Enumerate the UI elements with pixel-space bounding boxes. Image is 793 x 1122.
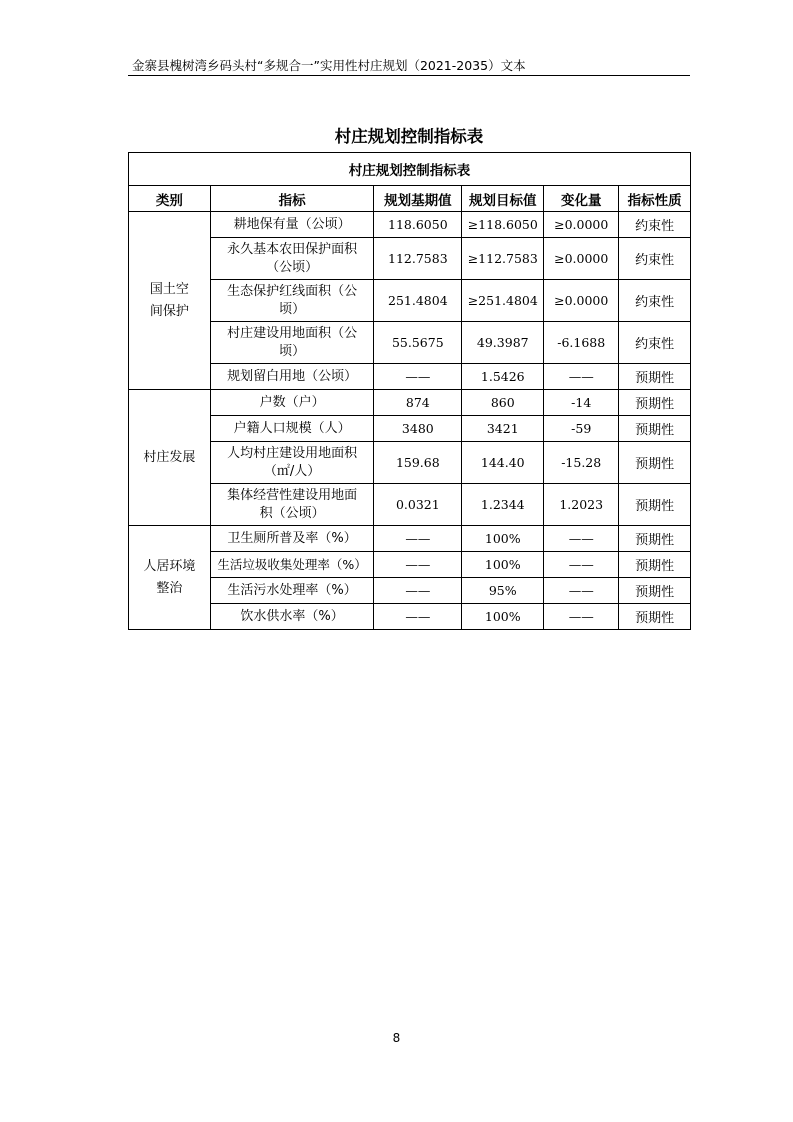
nature-cell: 预期性: [619, 526, 691, 552]
running-header: 金寨县槐树湾乡码头村“多规合一”实用性村庄规划（2021-2035）文本: [132, 58, 526, 73]
indicator-cell: 饮水供水率（%）: [210, 604, 374, 630]
change-cell: ——: [544, 578, 619, 604]
target-value-cell: ≥251.4804: [462, 280, 544, 322]
indicator-cell: 规划留白用地（公顷）: [210, 364, 374, 390]
change-cell: -14: [544, 390, 619, 416]
table-row: [129, 442, 691, 484]
nature-cell: 预期性: [619, 484, 691, 526]
nature-cell: 预期性: [619, 604, 691, 630]
indicator-cell: 卫生厕所普及率（%）: [210, 526, 374, 552]
column-header-change: 变化量: [544, 186, 619, 212]
change-cell: ≥0.0000: [544, 280, 619, 322]
change-cell: ——: [544, 364, 619, 390]
nature-cell: 约束性: [619, 212, 691, 238]
change-cell: ——: [544, 552, 619, 578]
table-row: [129, 604, 691, 630]
indicator-cell: 生活垃圾收集处理率（%）: [210, 552, 374, 578]
base-value-cell: ——: [374, 552, 462, 578]
target-value-cell: 1.2344: [462, 484, 544, 526]
base-value-cell: 55.5675: [374, 322, 462, 364]
table-row: [129, 238, 691, 280]
change-cell: -59: [544, 416, 619, 442]
indicator-cell: 村庄建设用地面积（公顷）: [210, 322, 374, 364]
nature-cell: 约束性: [619, 280, 691, 322]
target-value-cell: 100%: [462, 552, 544, 578]
category-cell: 人居环境整治: [129, 526, 211, 630]
change-cell: ≥0.0000: [544, 212, 619, 238]
target-value-cell: 144.40: [462, 442, 544, 484]
table-row: [129, 552, 691, 578]
indicator-cell: 永久基本农田保护面积（公顷）: [210, 238, 374, 280]
indicator-cell: 人均村庄建设用地面积（㎡/人）: [210, 442, 374, 484]
base-value-cell: ——: [374, 364, 462, 390]
base-value-cell: 251.4804: [374, 280, 462, 322]
base-value-cell: 118.6050: [374, 212, 462, 238]
table-row: [129, 484, 691, 526]
table-row: [129, 416, 691, 442]
change-cell: ≥0.0000: [544, 238, 619, 280]
change-cell: -6.1688: [544, 322, 619, 364]
column-header-indicator: 指标: [210, 186, 374, 212]
base-value-cell: ——: [374, 526, 462, 552]
target-value-cell: 100%: [462, 604, 544, 630]
table-header-row: [129, 186, 691, 212]
target-value-cell: 1.5426: [462, 364, 544, 390]
nature-cell: 约束性: [619, 322, 691, 364]
table-row: [129, 390, 691, 416]
indicator-cell: 户数（户）: [210, 390, 374, 416]
target-value-cell: 49.3987: [462, 322, 544, 364]
change-cell: ——: [544, 526, 619, 552]
table-row: [129, 280, 691, 322]
target-value-cell: ≥112.7583: [462, 238, 544, 280]
target-value-cell: 860: [462, 390, 544, 416]
indicator-cell: 耕地保有量（公顷）: [210, 212, 374, 238]
target-value-cell: 95%: [462, 578, 544, 604]
change-cell: 1.2023: [544, 484, 619, 526]
column-header-target-value: 规划目标值: [462, 186, 544, 212]
nature-cell: 预期性: [619, 552, 691, 578]
category-cell: 村庄发展: [129, 390, 211, 526]
header-rule: [128, 75, 690, 76]
nature-cell: 预期性: [619, 578, 691, 604]
target-value-cell: ≥118.6050: [462, 212, 544, 238]
base-value-cell: ——: [374, 578, 462, 604]
indicator-cell: 户籍人口规模（人）: [210, 416, 374, 442]
nature-cell: 预期性: [619, 416, 691, 442]
indicator-cell: 生活污水处理率（%）: [210, 578, 374, 604]
column-header-base-value: 规划基期值: [374, 186, 462, 212]
indicator-cell: 生态保护红线面积（公顷）: [210, 280, 374, 322]
nature-cell: 预期性: [619, 390, 691, 416]
table-caption: 村庄规划控制指标表: [129, 153, 691, 186]
control-indicator-table: [128, 152, 691, 630]
base-value-cell: 874: [374, 390, 462, 416]
target-value-cell: 3421: [462, 416, 544, 442]
base-value-cell: 3480: [374, 416, 462, 442]
page-number: 8: [392, 1031, 401, 1045]
base-value-cell: ——: [374, 604, 462, 630]
base-value-cell: 112.7583: [374, 238, 462, 280]
column-header-category: 类别: [129, 186, 211, 212]
category-cell: 国土空间保护: [129, 212, 211, 390]
table-row: [129, 212, 691, 238]
base-value-cell: 159.68: [374, 442, 462, 484]
change-cell: ——: [544, 604, 619, 630]
target-value-cell: 100%: [462, 526, 544, 552]
base-value-cell: 0.0321: [374, 484, 462, 526]
table-row: [129, 526, 691, 552]
table-row: [129, 364, 691, 390]
column-header-nature: 指标性质: [619, 186, 691, 212]
table-row: [129, 322, 691, 364]
indicator-cell: 集体经营性建设用地面积（公顷）: [210, 484, 374, 526]
document-title: 村庄规划控制指标表: [334, 127, 484, 146]
nature-cell: 约束性: [619, 238, 691, 280]
nature-cell: 预期性: [619, 364, 691, 390]
nature-cell: 预期性: [619, 442, 691, 484]
change-cell: -15.28: [544, 442, 619, 484]
table-row: [129, 578, 691, 604]
